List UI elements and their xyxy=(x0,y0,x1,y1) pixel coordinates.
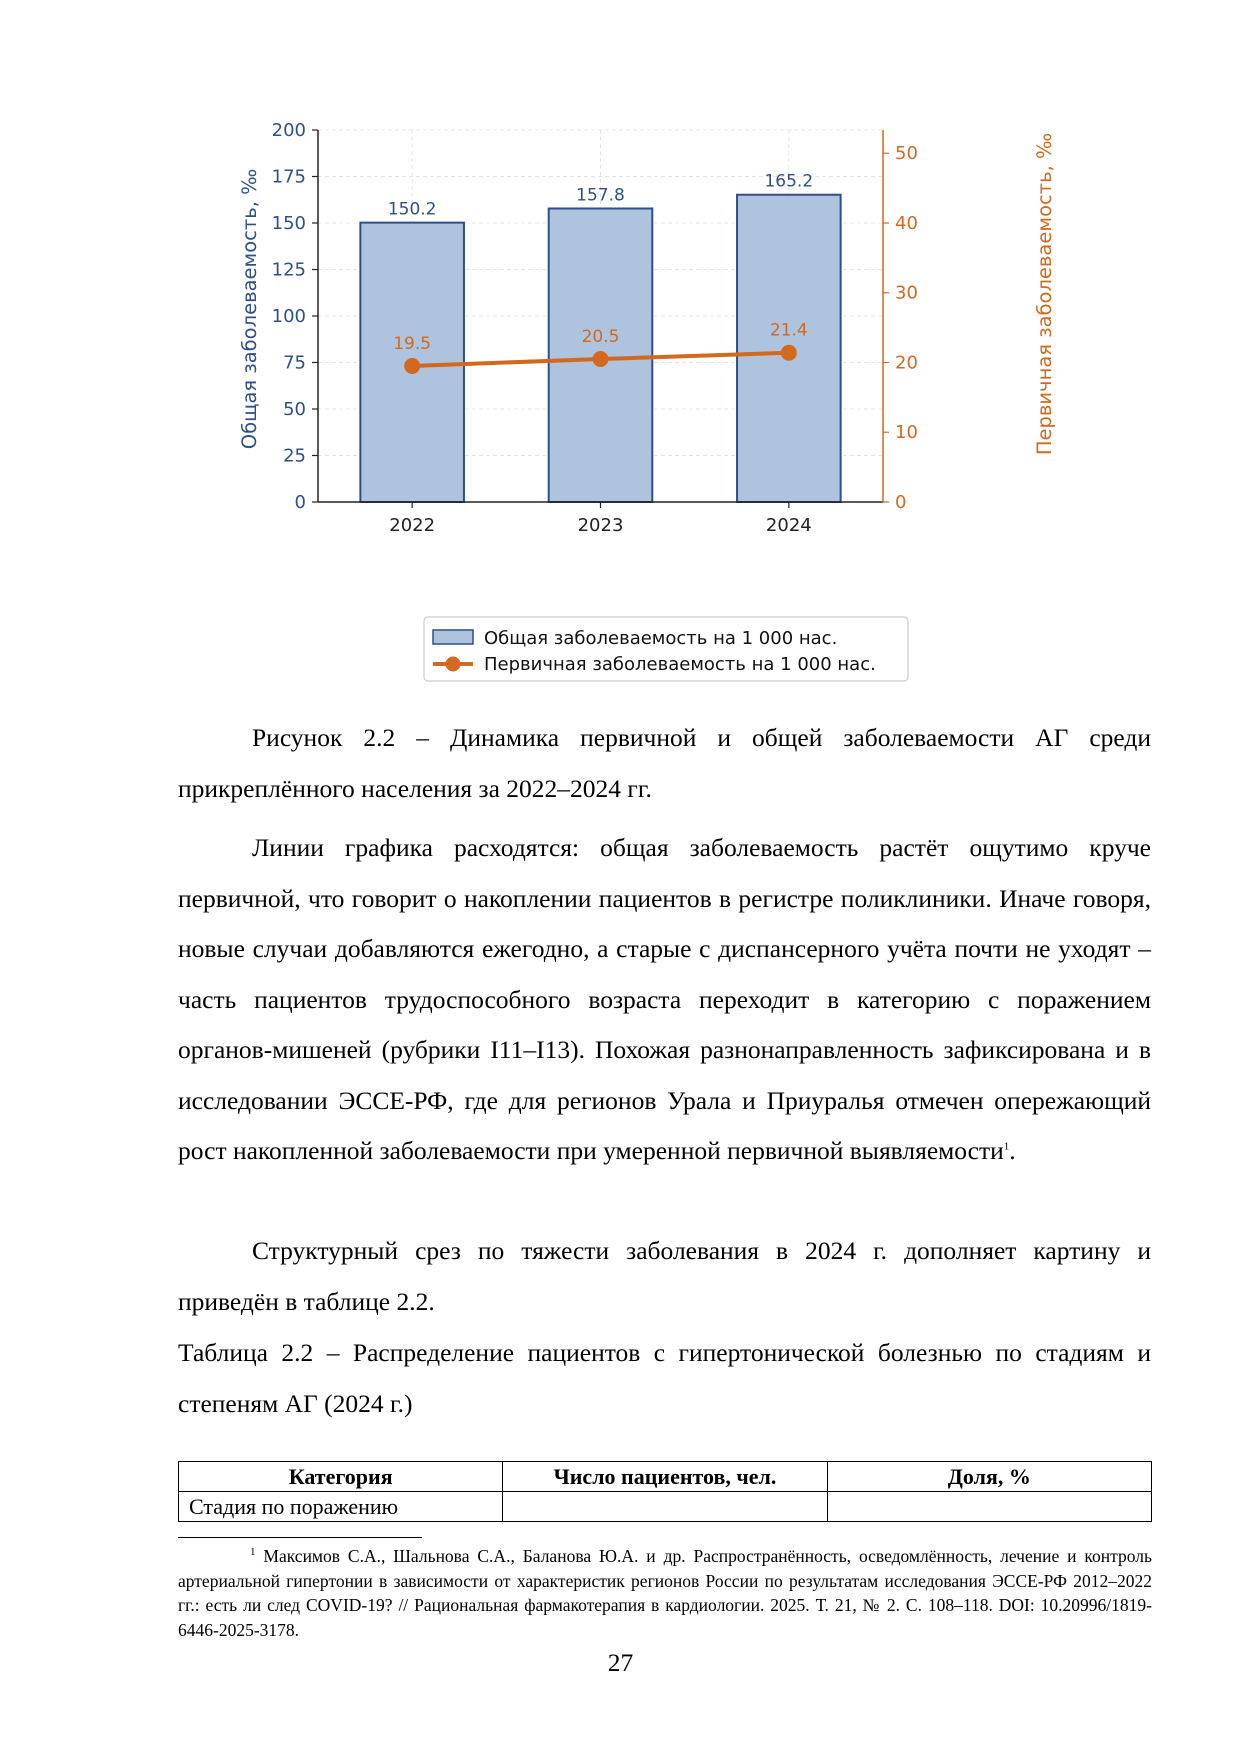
line-point-2022 xyxy=(404,358,420,374)
y-right-tick-label: 40 xyxy=(895,212,918,234)
footnote-separator xyxy=(178,1537,422,1538)
y-left-tick-label: 175 xyxy=(271,166,306,188)
table-cell: Стадия по поражению xyxy=(179,1492,503,1522)
y-right-tick-label: 20 xyxy=(895,352,918,374)
bar-value-label: 150.2 xyxy=(387,199,437,220)
y-right-tick-label: 50 xyxy=(895,143,918,165)
footnote xyxy=(178,1544,1152,1642)
legend-line-marker xyxy=(446,657,461,672)
legend-line-label: Первичная заболеваемость на 1 000 нас. xyxy=(484,654,876,675)
footnote-text: Максимов С.А., Шальнова С.А., Баланова Ю.А. и др. Распространённость, осведомлённость, лечение и контроль артериальной гипертонии в зависимости от характеристик регионов России по результатам исследования ЭССЕ-РФ 2012–2022 гг.: есть ли след COVID-19? // Рациональная фармакотерапия в кардиологии. 2025. Т. 21, № 2. С. 108–118. DOI: 10.20996/1819-6446-2025-3178. xyxy=(178,1546,1152,1640)
y-left-tick-label: 50 xyxy=(283,399,306,420)
table-header-count: Число пациентов, чел. xyxy=(503,1462,827,1492)
y-left-tick-label: 25 xyxy=(283,445,306,467)
y-right-tick-label: 0 xyxy=(895,492,907,513)
incidence-chart xyxy=(230,110,1080,690)
x-tick-label: 2024 xyxy=(765,515,812,536)
table-header-category: Категория xyxy=(179,1462,503,1492)
table-row xyxy=(179,1492,1152,1522)
body-paragraph-1 xyxy=(178,823,1151,1177)
bar-value-label: 157.8 xyxy=(576,185,625,206)
figure-caption-line2: прикреплённого населения за 2022–2024 гг. xyxy=(178,773,652,803)
table-title: Таблица 2.2 – Распределение пациентов с гипертонической болезнью по стадиям и степеням АГ (2024 г.) xyxy=(178,1338,1151,1418)
x-tick-label: 2023 xyxy=(577,515,624,536)
bar-value-label: 165.2 xyxy=(764,171,814,192)
y-right-tick-label: 10 xyxy=(895,422,918,444)
table-cell xyxy=(827,1492,1151,1522)
body-paragraph-2: Структурный срез по тяжести заболевания в 2024 г. дополняет картину и приведён в таблице 2.2. xyxy=(178,1236,1151,1316)
x-tick-label: 2022 xyxy=(389,515,436,536)
table-header-row xyxy=(179,1462,1152,1492)
footnote-mark: 1 xyxy=(250,1546,256,1559)
paragraph1-text: Линии графика расходятся: общая заболеваемость растёт ощутимо круче первичной, что говорит о накоплении пациентов в регистре поликлиники. Иначе говоря, новые случаи добавляются ежегодно, а старые с диспансерного учёта почти не уходят – часть пациентов трудоспособного возраста переходит в категорию с поражением органов-мишеней (рубрики I11–I13). Похожая разнонаправленность зафиксирована и в исследовании ЭССЕ-РФ, где для регионов Урала и Приуралья отмечен опережающий рост накопленной заболеваемости при умеренной первичной выявляемости xyxy=(178,833,1151,1165)
table-header-share: Доля, % xyxy=(827,1462,1151,1492)
line-point-2024 xyxy=(781,345,797,361)
data-table xyxy=(178,1461,1152,1522)
legend-bar-label: Общая заболеваемость на 1 000 нас. xyxy=(484,628,838,649)
y-left-tick-label: 0 xyxy=(294,492,306,513)
figure-caption-line1: Рисунок 2.2 – Динамика первичной и общей заболеваемости АГ среди xyxy=(252,723,1151,752)
chart-legend xyxy=(424,617,908,681)
page-number: 27 xyxy=(607,1648,634,1677)
y-axis-left-title: Общая заболеваемость, ‰ xyxy=(238,168,261,450)
y-axis-right-title: Первичная заболеваемость, ‰ xyxy=(1033,132,1056,456)
y-left-tick-label: 100 xyxy=(271,306,306,327)
legend-bar-swatch xyxy=(433,630,473,644)
line-point-2023 xyxy=(593,351,609,367)
footnote-reference: 1 xyxy=(1003,1140,1010,1153)
y-left-tick-label: 75 xyxy=(283,352,306,374)
figure-caption xyxy=(178,713,1151,814)
table-cell xyxy=(503,1492,827,1522)
y-left-tick-label: 125 xyxy=(271,259,306,281)
line-value-label: 19.5 xyxy=(393,333,432,354)
line-value-label: 20.5 xyxy=(581,327,620,348)
y-right-tick-label: 30 xyxy=(895,282,918,304)
line-value-label: 21.4 xyxy=(769,320,808,341)
y-left-tick-label: 150 xyxy=(271,213,306,234)
paragraph1-end: . xyxy=(1009,1136,1016,1165)
y-left-tick-label: 200 xyxy=(271,120,306,141)
